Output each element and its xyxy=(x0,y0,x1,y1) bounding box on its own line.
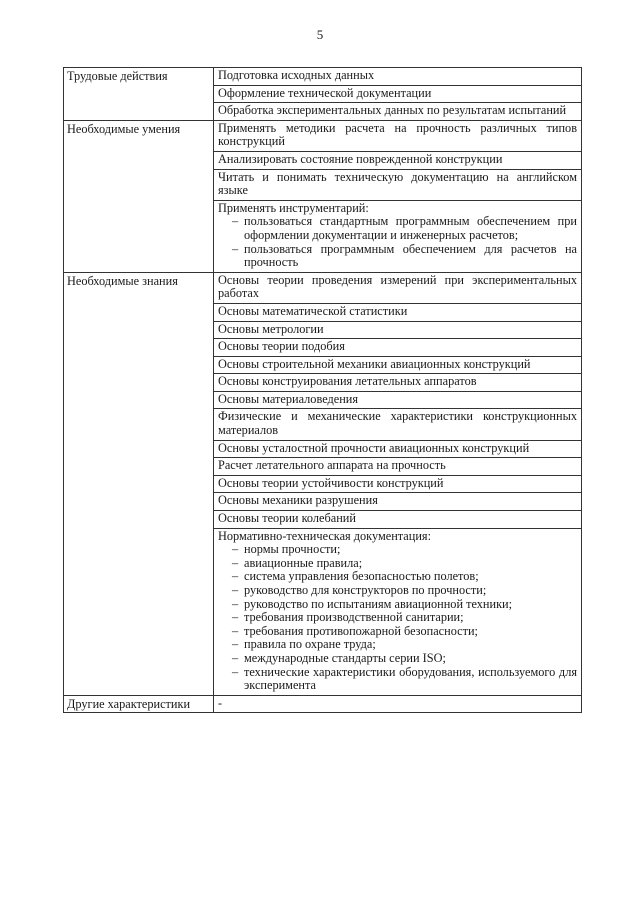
bullet-item xyxy=(218,625,577,639)
bullet-item xyxy=(218,584,577,598)
dash-marker: – xyxy=(232,637,239,652)
item-text: Основы теории колебаний xyxy=(218,511,356,526)
list-item xyxy=(214,68,581,86)
dash-marker: – xyxy=(232,214,239,229)
dash-marker: – xyxy=(232,569,239,584)
item-text: Основы метрологии xyxy=(218,321,324,336)
bullet-text: руководство для конструкторов по прочности; xyxy=(244,583,487,597)
item-text: Анализировать состояние поврежденной конструкции xyxy=(218,151,503,166)
dash-marker: – xyxy=(232,610,239,625)
row-items xyxy=(214,120,582,272)
row-items xyxy=(214,68,582,121)
list-item xyxy=(214,201,581,272)
item-text: Основы материаловедения xyxy=(218,391,359,406)
list-item xyxy=(214,103,581,120)
item-text: Основы конструирования летательных аппаратов xyxy=(218,374,477,389)
list-item xyxy=(214,152,581,170)
list-item xyxy=(214,170,581,201)
bullet-item xyxy=(218,543,577,557)
item-text: Подготовка исходных данных xyxy=(218,68,375,82)
bullet-text: требования производственной санитарии; xyxy=(244,610,464,625)
item-text: Оформление технической документации xyxy=(218,85,432,100)
bullet-text: пользоваться программным обеспечением для расчетов на прочность xyxy=(244,241,577,270)
item-text: Основы теории устойчивости конструкций xyxy=(218,475,444,490)
list-item xyxy=(214,374,581,392)
item-text: Применять методики расчета на прочность различных типов конструкций xyxy=(218,120,577,149)
row-items xyxy=(214,695,582,713)
list-item xyxy=(214,476,581,494)
item-text: Основы строительной механики авиационных конструкций xyxy=(218,356,531,371)
dash-marker: – xyxy=(232,555,239,570)
item-text: Основы усталостной прочности авиационных конструкций xyxy=(218,440,530,455)
row-label: Трудовые действия xyxy=(64,68,214,121)
list-item xyxy=(214,458,581,476)
list-item xyxy=(214,322,581,340)
row-label: Необходимые умения xyxy=(64,120,214,272)
competency-table xyxy=(63,67,582,713)
bullet-text: авиационные правила; xyxy=(244,555,363,570)
bullet-list xyxy=(218,215,577,269)
bullet-item xyxy=(218,598,577,612)
item-text: - xyxy=(218,695,223,710)
bullet-text: технические характеристики оборудования, используемого для эксперимента xyxy=(244,664,577,693)
list-item xyxy=(214,493,581,511)
bullet-item xyxy=(218,215,577,242)
dash-marker: – xyxy=(232,664,239,679)
item-text: Основы теории подобия xyxy=(218,339,345,354)
list-item xyxy=(214,696,581,713)
bullet-item xyxy=(218,666,577,693)
table-row xyxy=(64,272,582,695)
item-text: Основы механики разрушения xyxy=(218,493,378,508)
bullet-text: требования противопожарной безопасности; xyxy=(244,623,478,638)
list-item xyxy=(214,441,581,459)
dash-marker: – xyxy=(232,596,239,611)
bullet-text: руководство по испытаниям авиационной техники; xyxy=(244,596,513,611)
bullet-list xyxy=(218,543,577,693)
bullet-item xyxy=(218,611,577,625)
list-item xyxy=(214,529,581,695)
page-number: 5 xyxy=(316,27,324,42)
dash-marker: – xyxy=(232,542,239,557)
bullet-item xyxy=(218,557,577,571)
list-item xyxy=(214,304,581,322)
item-text: Читать и понимать техническую документацию на английском языке xyxy=(218,169,577,198)
table-row xyxy=(64,68,582,121)
item-text: Физические и механические характеристики конструкционных материалов xyxy=(218,409,577,438)
item-text: Применять инструментарий: xyxy=(218,200,369,215)
row-label: Необходимые знания xyxy=(64,272,214,695)
bullet-item xyxy=(218,243,577,270)
bullet-item xyxy=(218,638,577,652)
dash-marker: – xyxy=(232,650,239,665)
item-text: Основы теории проведения измерений при экспериментальных работах xyxy=(218,272,577,301)
row-items xyxy=(214,272,582,695)
table-row xyxy=(64,120,582,272)
list-item xyxy=(214,409,581,440)
dash-marker: – xyxy=(232,241,239,256)
bullet-text: нормы прочности; xyxy=(244,542,341,557)
list-item xyxy=(214,121,581,152)
bullet-text: пользоваться стандартным программным обеспечением при оформлении документации и инженерных расчетов; xyxy=(244,214,577,242)
item-text: Нормативно-техническая документация: xyxy=(218,528,432,543)
dash-marker: – xyxy=(232,583,239,597)
bullet-text: правила по охране труда; xyxy=(244,637,376,652)
bullet-text: международные стандарты серии ISO; xyxy=(244,650,446,665)
list-item xyxy=(214,86,581,104)
list-item xyxy=(214,273,581,304)
item-text: Основы математической статистики xyxy=(218,303,408,318)
list-item xyxy=(214,357,581,375)
table-row xyxy=(64,695,582,713)
row-label: Другие характеристики xyxy=(64,695,214,713)
list-item xyxy=(214,511,581,529)
list-item xyxy=(214,339,581,357)
bullet-text: система управления безопасностью полетов; xyxy=(244,569,479,584)
bullet-item xyxy=(218,570,577,584)
bullet-item xyxy=(218,652,577,666)
list-item xyxy=(214,392,581,410)
item-text: Расчет летательного аппарата на прочность xyxy=(218,458,446,473)
dash-marker: – xyxy=(232,623,239,638)
item-text: Обработка экспериментальных данных по результатам испытаний xyxy=(218,103,567,118)
